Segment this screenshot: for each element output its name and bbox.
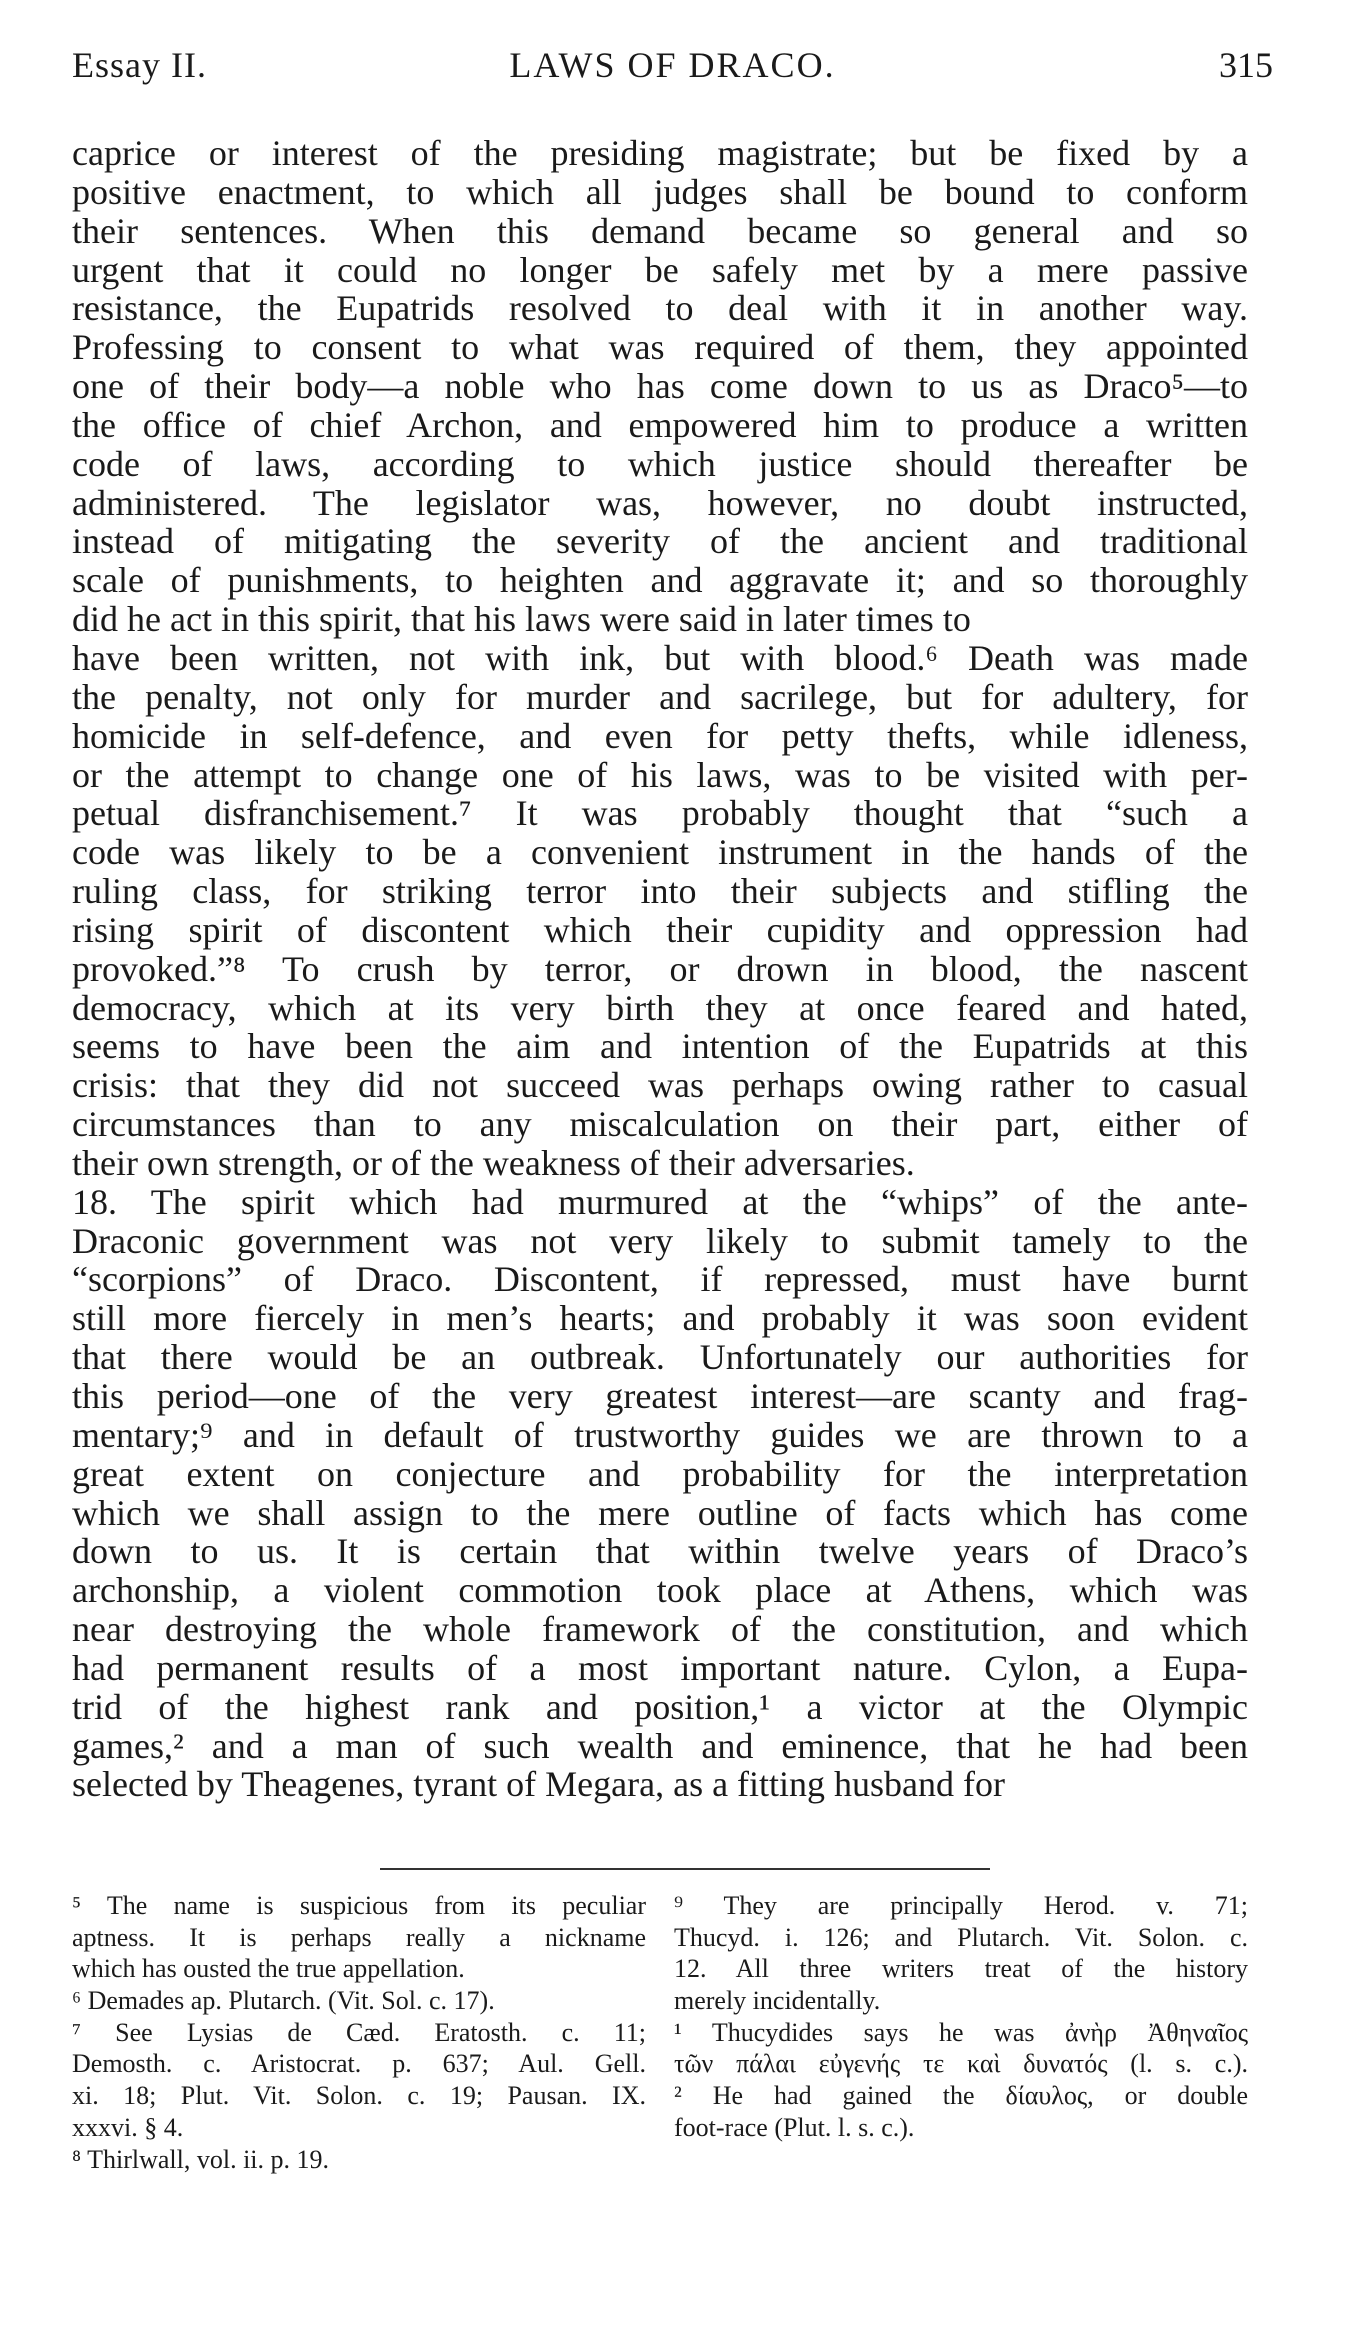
- footnote-divider: [380, 1868, 990, 1870]
- text-line: scale of punishments, to heighten and aggravate it; and so thoroughly: [72, 560, 1248, 601]
- text-line: that there would be an outbreak. Unfortunately our authorities for: [72, 1337, 1248, 1378]
- text-line: their own strength, or of the weakness of their adversaries.: [72, 1142, 915, 1183]
- footnote-line: which has ousted the true appellation.: [72, 1954, 465, 1984]
- essay-label: Essay II.: [72, 45, 207, 85]
- footnote-line: Thucyd. i. 126; and Plutarch. Vit. Solon. c.: [674, 1922, 1248, 1952]
- text-line: provoked.”⁸ To crush by terror, or drown in blood, the nascent: [72, 948, 1248, 989]
- footnote-line: ² He had gained the δίαυλος, or double: [674, 2081, 1248, 2111]
- text-line: near destroying the whole framework of the constitution, and which: [72, 1609, 1248, 1650]
- text-line: administered. The legislator was, however, no doubt instructed,: [72, 482, 1248, 523]
- text-line: this period—one of the very greatest interest—are scanty and frag-: [72, 1376, 1248, 1416]
- text-line: petual disfranchisement.⁷ It was probably thought that “such a: [72, 793, 1248, 834]
- running-head: [72, 40, 1273, 90]
- footnote-line: aptness. It is perhaps really a nickname: [72, 1922, 646, 1952]
- footnote-line: xxxvi. § 4.: [72, 2112, 184, 2142]
- footnote-line: ⁶ Demades ap. Plutarch. (Vit. Sol. c. 17).: [72, 1986, 495, 2016]
- text-line: 18. The spirit which had murmured at the “whips” of the ante-: [72, 1181, 1248, 1222]
- footnote-line: ¹ Thucydides says he was ἀνὴρ Ἀθηναῖος: [674, 2017, 1248, 2047]
- text-line: their sentences. When this demand became so general and so: [72, 210, 1248, 251]
- text-line: have been written, not with ink, but with blood.⁶ Death was made: [72, 637, 1248, 678]
- text-line: caprice or interest of the presiding magistrate; but be fixed by a: [72, 133, 1248, 173]
- text-line: still more fiercely in men’s hearts; and probably it was soon evident: [72, 1298, 1248, 1339]
- text-line: games,² and a man of such wealth and eminence, that he had been: [72, 1725, 1248, 1766]
- text-line: archonship, a violent commotion took place at Athens, which was: [72, 1570, 1248, 1611]
- footnote-line: Demosth. c. Aristocrat. p. 637; Aul. Gell.: [72, 2049, 646, 2079]
- footnote-line: ⁷ See Lysias de Cæd. Eratosth. c. 11;: [72, 2017, 646, 2047]
- text-line: seems to have been the aim and intention of the Eupatrids at this: [72, 1026, 1248, 1067]
- footnote-line: 12. All three writers treat of the history: [674, 1954, 1248, 1984]
- text-line: urgent that it could no longer be safely met by a mere passive: [72, 249, 1248, 290]
- footnote-line: ⁵ The name is suspicious from its peculiar: [72, 1891, 646, 1920]
- text-line: the office of chief Archon, and empowered him to produce a written: [72, 404, 1248, 445]
- text-line: did he act in this spirit, that his laws were said in later times to: [72, 599, 971, 640]
- footnote-line: τῶν πάλαι εὐγενής τε καὶ δυνατός (l. s. c.).: [674, 2049, 1248, 2079]
- text-line: instead of mitigating the severity of the ancient and traditional: [72, 521, 1248, 562]
- text-line: trid of the highest rank and position,¹ a victor at the Olympic: [72, 1686, 1248, 1727]
- footnotes-left-column: [72, 1890, 646, 2175]
- footnotes-right-column: [674, 1890, 1248, 2144]
- text-line: great extent on conjecture and probability for the interpretation: [72, 1453, 1248, 1494]
- text-line: which we shall assign to the mere outline of facts which has come: [72, 1492, 1248, 1533]
- text-line: code was likely to be a convenient instrument in the hands of the: [72, 832, 1248, 873]
- text-line: Professing to consent to what was required of them, they appointed: [72, 327, 1248, 368]
- text-line: mentary;⁹ and in default of trustworthy guides we are thrown to a: [72, 1414, 1248, 1455]
- text-line: circumstances than to any miscalculation on their part, either of: [72, 1104, 1248, 1145]
- text-line: or the attempt to change one of his laws, was to be visited with per-: [72, 754, 1248, 795]
- text-line: positive enactment, to which all judges shall be bound to conform: [72, 171, 1248, 212]
- text-line: had permanent results of a most important nature. Cylon, a Eupa-: [72, 1647, 1248, 1688]
- text-line: code of laws, according to which justice should thereafter be: [72, 443, 1248, 484]
- page-number: 315: [1219, 45, 1273, 85]
- text-line: Draconic government was not very likely to submit tamely to the: [72, 1220, 1248, 1261]
- text-line: homicide in self-defence, and even for petty thefts, while idleness,: [72, 715, 1248, 756]
- text-line: ruling class, for striking terror into their subjects and stifling the: [72, 871, 1248, 912]
- footnote-line: xi. 18; Plut. Vit. Solon. c. 19; Pausan. IX.: [72, 2081, 646, 2111]
- text-line: selected by Theagenes, tyrant of Megara, as a fitting husband for: [72, 1764, 1006, 1805]
- text-line: resistance, the Eupatrids resolved to deal with it in another way.: [72, 288, 1248, 329]
- chapter-title: LAWS OF DRACO.: [509, 45, 836, 85]
- footnote-line: ⁸ Thirlwall, vol. ii. p. 19.: [72, 2144, 330, 2174]
- text-line: down to us. It is certain that within twelve years of Draco’s: [72, 1531, 1248, 1572]
- text-line: the penalty, not only for murder and sacrilege, but for adultery, for: [72, 676, 1248, 717]
- text-line: crisis: that they did not succeed was perhaps owing rather to casual: [72, 1065, 1248, 1106]
- text-line: one of their body—a noble who has come down to us as Draco⁵—to: [72, 366, 1248, 407]
- main-text: [72, 134, 1248, 1804]
- footnote-line: foot-race (Plut. l. s. c.).: [674, 2112, 915, 2142]
- footnote-line: ⁹ They are principally Herod. v. 71;: [674, 1891, 1248, 1920]
- text-line: democracy, which at its very birth they at once feared and hated,: [72, 987, 1248, 1028]
- footnote-line: merely incidentally.: [674, 1986, 881, 2016]
- text-line: “scorpions” of Draco. Discontent, if repressed, must have burnt: [72, 1259, 1248, 1300]
- text-line: rising spirit of discontent which their cupidity and oppression had: [72, 909, 1248, 950]
